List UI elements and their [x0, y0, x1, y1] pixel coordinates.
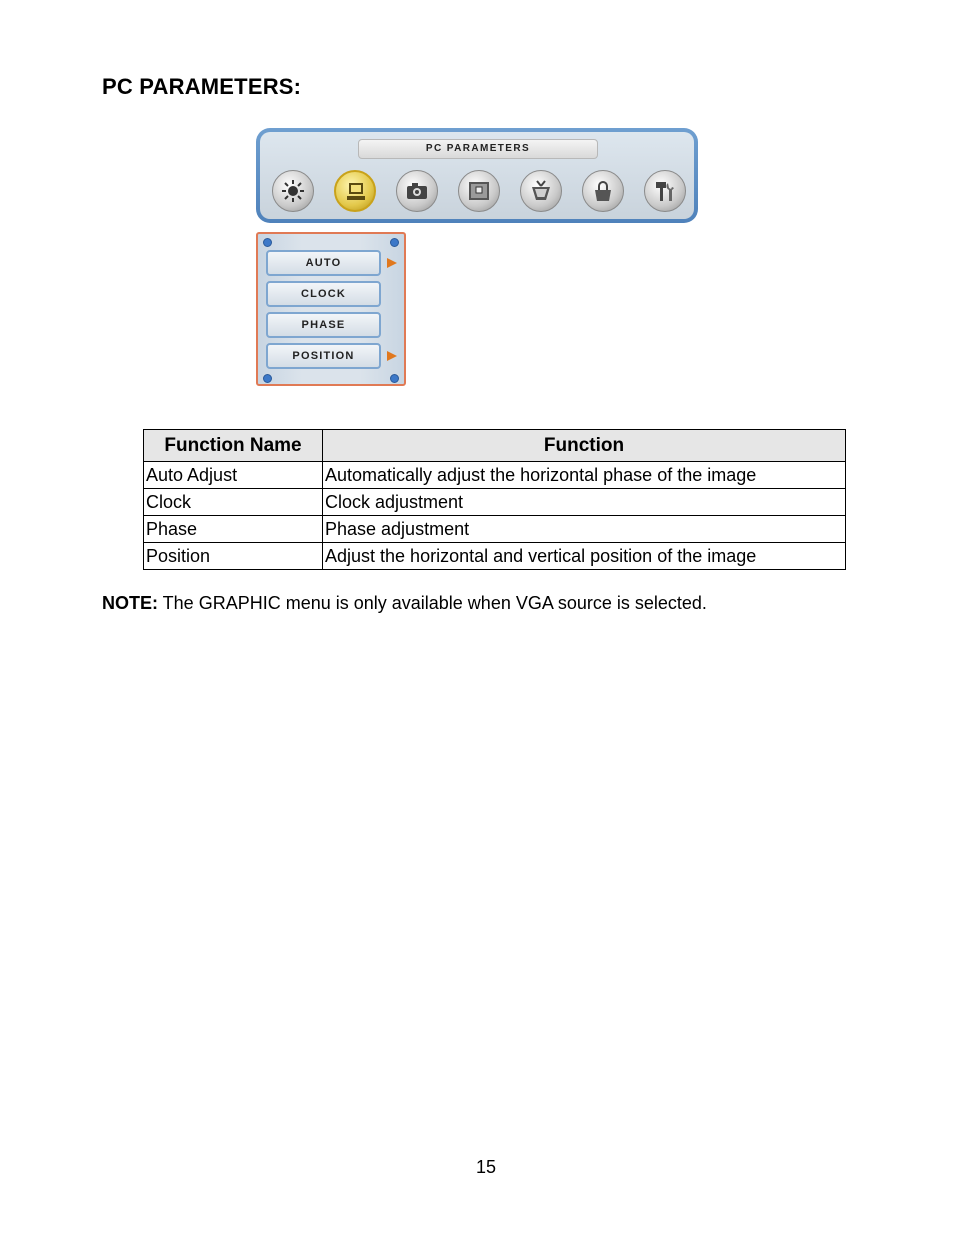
osd-icon-row — [270, 170, 690, 216]
function-name-cell: Phase — [144, 516, 323, 543]
function-name-cell: Clock — [144, 489, 323, 516]
osd-menu-title: PC PARAMETERS — [358, 139, 598, 159]
note-paragraph — [102, 593, 707, 614]
function-name-cell: Auto Adjust — [144, 462, 323, 489]
submenu-auto-button[interactable]: AUTO — [266, 250, 381, 276]
corner-screw-icon — [390, 238, 399, 247]
function-description-cell: Phase adjustment — [323, 516, 846, 543]
osd-main-menu — [256, 128, 698, 223]
table-row — [144, 516, 846, 543]
function-name-cell: Position — [144, 543, 323, 570]
note-label: NOTE: — [102, 593, 158, 613]
function-description-cell: Adjust the horizontal and vertical position of the image — [323, 543, 846, 570]
osd-submenu-panel — [256, 232, 406, 386]
submenu-arrow-icon — [387, 258, 397, 268]
picture-brightness-icon[interactable] — [272, 170, 314, 212]
pc-parameters-icon[interactable] — [334, 170, 376, 212]
pip-window-icon[interactable] — [458, 170, 500, 212]
table-row — [144, 462, 846, 489]
note-text: The GRAPHIC menu is only available when VGA source is selected. — [158, 593, 707, 613]
table-row — [144, 489, 846, 516]
table-row — [144, 543, 846, 570]
corner-screw-icon — [263, 374, 272, 383]
osd-main-menu-inner — [260, 132, 694, 219]
function-description-cell: Clock adjustment — [323, 489, 846, 516]
column-header-function-name: Function Name — [144, 430, 323, 462]
column-header-function: Function — [323, 430, 846, 462]
submenu-clock-button[interactable]: CLOCK — [266, 281, 381, 307]
table-header-row — [144, 430, 846, 462]
tv-icon[interactable] — [520, 170, 562, 212]
submenu-arrow-icon — [387, 351, 397, 361]
camera-icon[interactable] — [396, 170, 438, 212]
corner-screw-icon — [390, 374, 399, 383]
setup-tools-icon[interactable] — [644, 170, 686, 212]
lock-icon[interactable] — [582, 170, 624, 212]
page-heading: PC PARAMETERS: — [102, 74, 302, 99]
function-table — [143, 429, 846, 570]
submenu-phase-button[interactable]: PHASE — [266, 312, 381, 338]
page-number: 15 — [475, 1157, 497, 1177]
corner-screw-icon — [263, 238, 272, 247]
submenu-position-button[interactable]: POSITION — [266, 343, 381, 369]
function-description-cell: Automatically adjust the horizontal phase of the image — [323, 462, 846, 489]
